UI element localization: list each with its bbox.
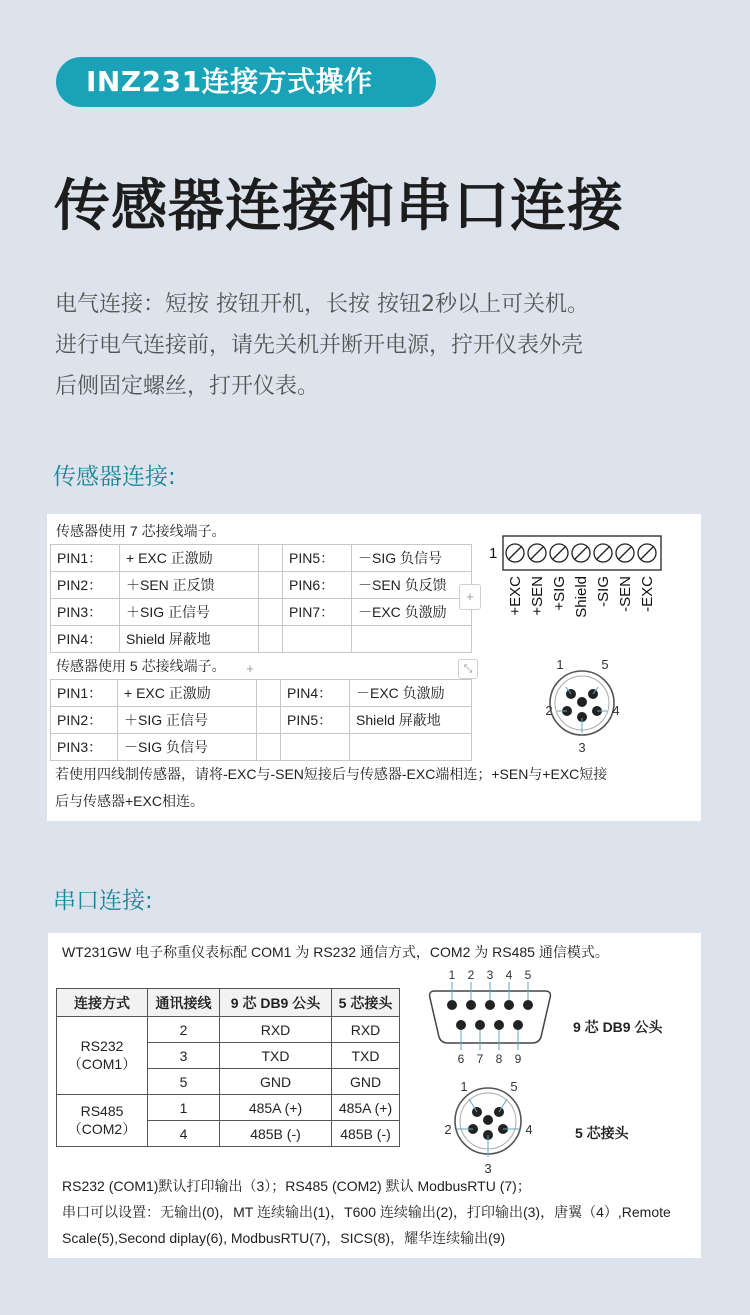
db9-connector-diagram [426,967,556,1067]
connector-pin [513,1020,523,1030]
terminal-label: +EXC [507,576,524,616]
pin-number-label: 2 [545,703,553,718]
table-cell: Shield 屏蔽地 [350,707,472,734]
connector-pin [483,1115,493,1125]
table-cell [257,734,281,761]
db9-pin-number: 4 [505,968,513,982]
port-name: RS485 [80,1102,124,1119]
table-cell: －EXC 负激励 [352,599,472,626]
port-label: （COM2） [67,1120,137,1137]
table-cell [257,680,281,707]
port-name: RS232 [80,1037,124,1054]
table-cell: PIN5： [281,707,350,734]
terminal-label: Shield [573,576,590,618]
five-core-pin-table [50,679,472,761]
seven-core-intro: 传感器使用 7 芯接线端子。 [56,523,226,539]
table-row [57,1017,400,1043]
table-cell: PIN4： [51,626,120,653]
connector-pin [466,1000,476,1010]
table-cell: PIN2： [51,572,120,599]
table-cell [259,626,283,653]
five-pin-connector-diagram [527,657,637,757]
column-header: 9 芯 DB9 公头 [220,989,332,1017]
port-label: （COM1） [67,1055,137,1072]
table-cell: 5 [148,1069,220,1095]
table-cell [57,1095,148,1147]
resize-handle-icon[interactable]: ⤡ [458,659,478,679]
intro-text [55,284,715,407]
table-cell [352,626,472,653]
table-cell [259,599,283,626]
db9-pin-number: 3 [486,968,494,982]
table-row [51,599,472,626]
pin-number-label: 3 [484,1161,492,1176]
serial-pin-table [56,988,400,1147]
pin-number-label: 1 [556,657,564,672]
note-line: 若使用四线制传感器，请将-EXC与-SEN短接后与传感器-EXC端相连；+SEN与+EXC短接 [55,766,608,782]
serial-wiring-card [48,933,701,1258]
add-row-button[interactable]: + [459,584,481,610]
table-row [51,545,472,572]
terminal-label: -SEN [617,576,634,612]
terminal-label: +SEN [529,576,546,616]
pin-number-label: 1 [460,1079,468,1094]
table-cell: RXD [220,1017,332,1043]
db9-pin-number: 7 [476,1052,484,1066]
sensor-wiring-card [47,514,701,821]
table-cell: Shield 屏蔽地 [120,626,259,653]
table-cell: －EXC 负激励 [350,680,472,707]
pin-number-label: 5 [601,657,609,672]
terminal-label: +SIG [551,576,568,611]
table-cell: + EXC 正激励 [120,545,259,572]
intro-line: 后侧固定螺丝，打开仪表。 [55,374,320,399]
section-badge: INZ231连接方式操作 [56,57,436,107]
five-pin-caption: 5 芯接头 [575,1125,629,1141]
pin-number-label: 3 [578,740,586,755]
serial-heading: 串口连接: [53,888,153,914]
connector-pin [504,1000,514,1010]
table-cell: PIN1： [51,545,120,572]
table-cell: PIN5： [283,545,352,572]
table-row [51,572,472,599]
table-cell: 485A (+) [332,1095,400,1121]
intro-line: 电气连接：短按 按钮开机，长按 按钮2秒以上可关机。 [55,292,589,317]
table-cell: PIN1： [51,680,118,707]
table-row [51,707,472,734]
table-cell: GND [220,1069,332,1095]
table-row [51,734,472,761]
table-row [57,1095,400,1121]
pin-number-label: 2 [444,1122,452,1137]
terminal-block-diagram [485,528,665,640]
db9-pin-number: 1 [448,968,456,982]
connector-pin [485,1000,495,1010]
note-line: Scale(5),Second diplay(6), ModbusRTU(7)，SICS(8)，耀华连续输出(9) [62,1230,506,1246]
connector-pin [456,1020,466,1030]
serial-settings-note [62,1173,692,1251]
table-cell [283,626,352,653]
column-header: 通讯接线 [148,989,220,1017]
terminal-label: -EXC [639,576,656,612]
intro-line: 进行电气连接前，请先关机并断开电源，拧开仪表外壳 [55,333,584,358]
table-row [51,626,472,653]
db9-pin-number: 2 [467,968,475,982]
table-cell: PIN3： [51,599,120,626]
table-cell: TXD [332,1043,400,1069]
pin-number-label: 5 [510,1079,518,1094]
table-cell: GND [332,1069,400,1095]
column-header: 连接方式 [57,989,148,1017]
table-cell: + EXC 正激励 [118,680,257,707]
table-cell [281,734,350,761]
table-cell: －SEN 负反馈 [352,572,472,599]
table-cell: 4 [148,1121,220,1147]
table-cell: ＋SEN 正反馈 [120,572,259,599]
five-core-intro: 传感器使用 5 芯接线端子。 [56,658,226,674]
table-cell: TXD [220,1043,332,1069]
db9-pin-number: 5 [524,968,532,982]
db9-pin-number: 9 [514,1052,522,1066]
db9-pin-number: 8 [495,1052,503,1066]
column-header: 5 芯接头 [332,989,400,1017]
db9-caption: 9 芯 DB9 公头 [573,1019,663,1035]
pin-number-label: 4 [612,703,620,718]
note-line: 后与传感器+EXC相连。 [55,793,204,809]
connector-pin [577,697,587,707]
table-cell: PIN3： [51,734,118,761]
four-wire-note [55,761,695,815]
table-cell: 3 [148,1043,220,1069]
note-line: 串口可以设置：无输出(0)，MT 连续输出(1)，T600 连续输出(2)，打印输出(3)，唐翼（4）,Remote [62,1204,671,1220]
table-cell: PIN7： [283,599,352,626]
seven-core-pin-table [50,544,472,653]
add-column-button[interactable]: + [239,661,261,679]
sensor-heading: 传感器连接: [53,464,176,490]
connector-pin [494,1020,504,1030]
table-cell: 485A (+) [220,1095,332,1121]
table-cell: －SIG 负信号 [118,734,257,761]
table-cell: 1 [148,1095,220,1121]
table-cell: 2 [148,1017,220,1043]
connector-pin [447,1000,457,1010]
page-title: 传感器连接和串口连接 [54,174,624,239]
table-cell: ＋SIG 正信号 [120,599,259,626]
table-cell: －SIG 负信号 [352,545,472,572]
table-cell: RXD [332,1017,400,1043]
pin-number-label: 4 [525,1122,533,1137]
serial-intro: WT231GW 电子称重仪表标配 COM1 为 RS232 通信方式，COM2 为 RS485 通信模式。 [62,944,609,960]
table-cell [257,707,281,734]
table-cell: 485B (-) [220,1121,332,1147]
connector-pin [475,1020,485,1030]
terminal-index-label: 1 [489,545,498,562]
table-cell: PIN6： [283,572,352,599]
db9-pin-number: 6 [457,1052,465,1066]
table-cell [259,545,283,572]
table-cell: PIN4： [281,680,350,707]
five-pin-connector-diagram [438,1077,548,1177]
table-cell [57,1017,148,1095]
note-line: RS232 (COM1)默认打印输出（3）；RS485 (COM2) 默认 ModbusRTU (7)； [62,1178,531,1194]
table-header-row [57,989,400,1017]
table-cell [259,572,283,599]
table-cell: PIN2： [51,707,118,734]
table-cell: 485B (-) [332,1121,400,1147]
table-cell: ＋SIG 正信号 [118,707,257,734]
terminal-label: -SIG [595,576,612,607]
table-row [51,680,472,707]
connector-pin [523,1000,533,1010]
table-cell [350,734,472,761]
